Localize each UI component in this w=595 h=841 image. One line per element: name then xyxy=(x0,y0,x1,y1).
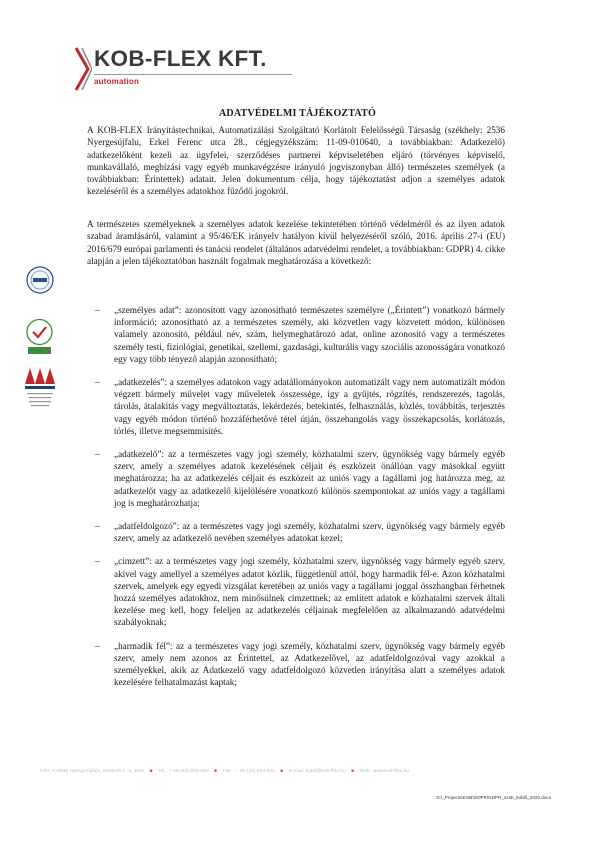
footer-web: Web: www.kob-flex.hu xyxy=(359,769,410,774)
footer-separator: ■ xyxy=(214,769,218,774)
logo-mark-icon xyxy=(74,46,92,92)
list-item: – „harmadik fél”: az a természetes vagy jogi személy, közhatalmi szerv, ügynökség vagy bármely egyéb szerv, amely nem azonos az Érintettel, az Adatkezelővel, az adatfeldolgozóval vagy azokkal a személyekkel, akik az Adatkezelő vagy adatfeldolgozó közvetlen irányítása alatt a személyes adatok kezelésére felhatalmazást kaptak; xyxy=(95,640,505,688)
dash-bullet: – xyxy=(95,305,100,315)
footer-fax: Fax.: + 36 (33) 504-411 xyxy=(222,769,275,774)
logo-name: KOB-FLEX KFT. xyxy=(94,46,267,71)
list-item: – „adatkezelés”: a személyes adatokon vagy adatállományokon automatizált vagy nem automatizált módon végzett bármely művelet vagy műveletek összessége, így a gyűjtés, rögzítés, rendszerezés, tagolás, tárolás, átalakítás vagy megváltoztatás, lekérdezés, betekintés, felhasználás, közlés, továbbítás, terjesztés vagy egyéb módon történő hozzáférhetővé tétel útján, összehangolás vagy összekapcsolás, korlátozás, törlés, illetve megsemmisítés. xyxy=(95,377,505,436)
definitions-list xyxy=(87,304,505,699)
logo-tagline: automation xyxy=(94,77,140,86)
footer-separator: ■ xyxy=(280,769,284,774)
gdpr-paragraph: A természetes személyeknek a személyes adatok kezelése tekintetében történő védelméről és az ilyen adatok szabad áramlásáról, valamint a 95/46/EK irányelv hatályon kívül helyezéséről szóló, 2016. április 27-i (EU) 2016/679 európai parlamenti és tanácsi rendelet (általános adatvédelmi rendelet, a továbbiakban: GDPR) 4. cikke alapján a jelen tájékoztatóban használt fogalmak meghatározása a következő: xyxy=(87,219,505,266)
list-item: – „adatfeldolgozó”: az a természetes vagy jogi személy, közhatalmi szerv, ügynökség vagy bármely egyéb szerv, amely az adatkezelő nevében személyes adatokat kezel; xyxy=(95,521,505,544)
company-logo xyxy=(74,44,294,98)
aaa-rating-badge xyxy=(23,364,57,416)
dash-bullet: – xyxy=(95,640,100,651)
dash-bullet: – xyxy=(95,449,100,460)
logo-divider xyxy=(94,74,292,75)
footer-separator: ■ xyxy=(149,769,153,774)
footer-address: Cím: H-2536 Nyergesújfalu, Kossuth L. u. 22/A xyxy=(40,769,145,774)
footer-phone: Tel.: + 36 (33) 504-410 xyxy=(158,769,209,774)
dash-bullet: – xyxy=(95,521,100,532)
quality-cert-badge xyxy=(24,318,55,356)
dash-bullet: – xyxy=(95,377,100,388)
intro-paragraph: A KOB-FLEX Irányítástechnikai, Automatizálási Szolgáltató Korlátolt Felelősségű Társaság (székhely: 2536 Nyergesújfalu, Erkel Ferenc utca 28., cégjegyzékszám: 11-09-010640, a továbbiakban: Adatkezelő) adatkezelőként kezeli az ügyfelei, szerződéses partnerei képviseletében eljáró (törvényes képviselő, munkavállaló, megbízási vagy egyéb munkavégzésre irányuló jogviszonyban álló) természetes személyek (a továbbiakban: Érintettek) adatait. Jelen dokumentum célja, hogy tájékoztatást adjon a személyes adatok kezeléséről és a személyes adatokhoz fűződő jogokról. xyxy=(87,125,505,197)
footer-email: E-mail: kobs@kob-flex.hu xyxy=(288,769,346,774)
list-item: – „adatkezelő”: az a természetes vagy jogi személy, közhatalmi szerv, ügynökség vagy bármely egyéb szerv, amely a személyes adatok kezelésének céljait és eszközeit önállóan vagy másokkal együtt meghatározza; ha az adatkezelés céljait és eszközeit az uniós vagy a tagállami jog határozza meg, az adatkezelőt vagy az adatkezelő kijelölésére vonatkozó különös szempontokat az uniós vagy a tagállami jog is meghatározhatja; xyxy=(95,449,505,508)
list-item: – „címzett”: az a természetes vagy jogi személy, közhatalmi szerv, ügynökség vagy bármely egyéb szerv, akivel vagy amellyel a személyes adatot közlik, függetlenül attól, hogy harmadik fél-e. Azon közhatalmi szervek, amelyek egy egyedi vizsgálat keretében az uniós vagy a tagállami joggal összhangban férhetnek hozzá személyes adatokhoz, nem minősülnek címzettnek; az említett adatok e közhatalmi szervek általi kezelése meg kell, hogy feleljen az adatkezelés céljainak megfelelően az alkalmazandó adatvédelmi szabályoknak; xyxy=(95,556,505,628)
footer-separator: ■ xyxy=(351,769,355,774)
footer-contact xyxy=(40,769,413,774)
dash-bullet: – xyxy=(95,556,100,567)
list-item: – „személyes adat”: azonosított vagy azonosítható természetes személyre („Érintett”) vonatkozó bármely információ; azonosítható az a természetes személy, aki közvetlen vagy közvetett módon, különösen valamely azonosító, például név, szám, helymeghatározó adat, online azonosító vagy a természetes személy testi, fiziológiai, genetikai, szellemi, gazdasági, kulturális vagy szociális azonosságára vonatkozó egy vagy több tényező alapján azonosítható; xyxy=(95,305,505,364)
file-path: D:\_Projects\KOB\GDPR\GDPR_szab_küldő_2020.docx xyxy=(436,795,551,800)
document-title: ADATVÉDELMI TÁJÉKOZTATÓ xyxy=(219,108,376,119)
inet-certificate-badge xyxy=(26,266,54,294)
